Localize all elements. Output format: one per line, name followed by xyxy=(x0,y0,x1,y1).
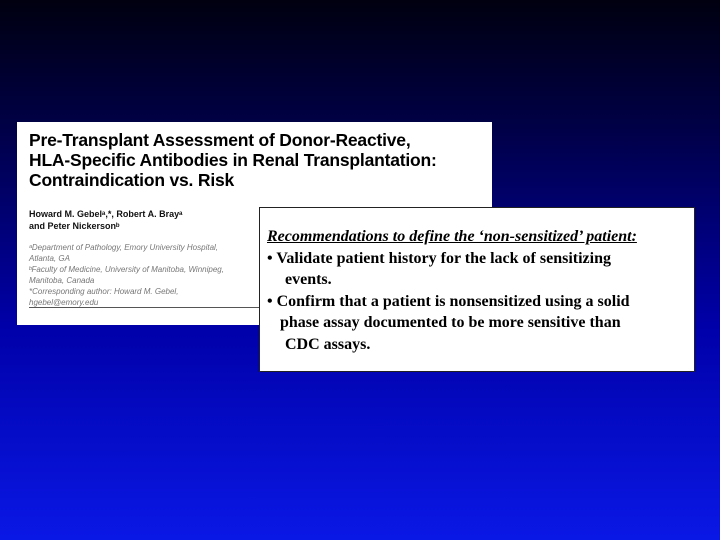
affiliation-divider xyxy=(29,307,261,308)
affiliation-line: ᵃDepartment of Pathology, Emory University Hospital, xyxy=(29,243,219,252)
affiliation-line: *Corresponding author: Howard M. Gebel, xyxy=(29,287,179,296)
affiliation-line: ᵇFaculty of Medicine, University of Manitoba, Winnipeg, xyxy=(29,265,224,274)
paper-title-line: Contraindication vs. Risk xyxy=(29,170,235,190)
paper-title-line: Pre-Transplant Assessment of Donor-Reactive, xyxy=(29,130,411,150)
recommendation-bullet xyxy=(267,291,688,356)
bullet-continuation: CDC assays. xyxy=(285,335,371,353)
recommendations-heading: Recommendations to define the ‘non-sensitized’ patient: xyxy=(267,228,637,245)
paper-title xyxy=(29,130,480,190)
affiliation-line: Manitoba, Canada xyxy=(29,276,95,285)
recommendation-bullet xyxy=(267,248,688,291)
bullet-continuation: phase assay documented to be more sensitive than xyxy=(280,314,621,331)
bullet-continuation: events. xyxy=(285,271,332,288)
authors-line: and Peter Nickersonᵇ xyxy=(29,221,120,231)
recommendations-box xyxy=(259,207,695,372)
authors-line: Howard M. Gebelᵃ,*, Robert A. Brayᵃ xyxy=(29,209,183,219)
affiliation-line: hgebel@emory.edu xyxy=(29,298,99,307)
bullet-text: • Confirm that a patient is nonsensitized using a solid xyxy=(267,292,630,310)
bullet-text: • Validate patient history for the lack of sensitizing xyxy=(267,249,611,267)
paper-title-line: HLA-Specific Antibodies in Renal Transplantation: xyxy=(29,150,437,170)
affiliation-line: Atlanta, GA xyxy=(29,254,70,263)
